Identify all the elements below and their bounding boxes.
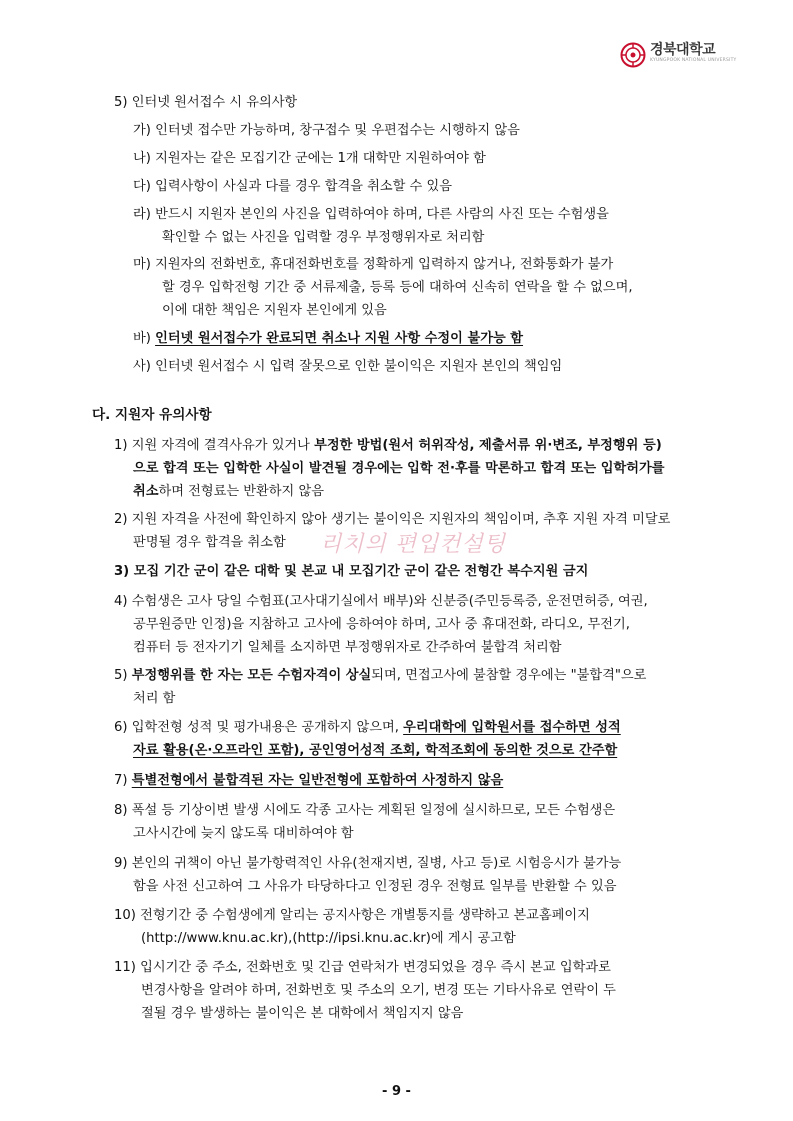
item-d-1-line3 — [133, 482, 324, 502]
item-d-5-rest: 되며, 면접고사에 불참할 경우에는 "불합격"으로 — [371, 668, 647, 683]
item-d-1-bold: 부정한 방법(원서 허위작성, 제출서류 위·변조, 부정행위 등) — [314, 438, 662, 453]
item-d-6-bold: 우리대학에 입학원서를 접수하면 성적 — [403, 720, 621, 735]
item-5-e-line2: 할 경우 입학전형 기간 중 서류제출, 등록 등에 대하여 신속히 연락을 할 수 없으며, — [162, 280, 633, 295]
item-d-1-line1 — [114, 436, 662, 456]
item-d-11-line3: 절될 경우 발생하는 불이익은 본 대학에서 책임지지 않음 — [141, 1006, 464, 1021]
section-5-title: 5) 인터넷 원서접수 시 유의사항 — [114, 95, 298, 110]
university-logo — [620, 42, 736, 68]
item-d-4-line3: 컴퓨터 등 전자기기 일체를 소지하면 부정행위자로 간주하여 불합격 처리함 — [133, 640, 562, 655]
item-d-4-line1: 4) 수험생은 고사 당일 수험표(고사대기실에서 배부)와 신분증(주민등록증, 운전면허증, 여권, — [114, 594, 648, 609]
watermark: 리치의 편입컨설팅 — [320, 532, 507, 557]
item-5-c: 다) 입력사항이 사실과 다를 경우 합격을 취소할 수 있음 — [133, 179, 452, 194]
item-5-d-line2: 확인할 수 없는 사진을 입력할 경우 부정행위자로 처리함 — [162, 230, 485, 245]
item-d-10-line2: (http://www.knu.ac.kr),(http://ipsi.knu.ac.kr)에 게시 공고함 — [141, 931, 516, 946]
item-5-f-emphasis: 인터넷 원서접수가 완료되면 취소나 지원 사항 수정이 불가능 함 — [155, 331, 524, 346]
item-d-9-line2: 함을 사전 신고하여 그 사유가 타당하다고 인정된 경우 전형료 일부를 반환할 수 있음 — [133, 879, 617, 894]
item-d-3: 3) 모집 기간 군이 같은 대학 및 본교 내 모집기간 군이 같은 전형간 복수지원 금지 — [114, 564, 589, 579]
item-5-e-line3: 이에 대한 책임은 지원자 본인에게 있음 — [162, 303, 387, 318]
item-d-1-rest: 하며 전형료는 반환하지 않음 — [158, 484, 324, 499]
item-d-11-line2: 변경사항을 알려야 하며, 전화번호 및 주소의 오기, 변경 또는 기타사유로 연락이 두 — [141, 983, 616, 998]
page-number: - 9 - — [382, 1084, 411, 1099]
logo-subtitle: KYUNGPOOK NATIONAL UNIVERSITY — [650, 58, 737, 63]
item-5-d-line1: 라) 반드시 지원자 본인의 사진을 입력하여야 하며, 다른 사람의 사진 또는 수험생을 — [133, 207, 609, 222]
item-d-6-text: 6) 입학전형 성적 및 평가내용은 공개하지 않으며, — [114, 720, 404, 735]
seal-icon — [620, 42, 646, 68]
item-5-g: 사) 인터넷 원서접수 시 입력 잘못으로 인한 불이익은 지원자 본인의 책임임 — [133, 359, 563, 374]
item-5-a: 가) 인터넷 접수만 가능하며, 창구접수 및 우편접수는 시행하지 않음 — [133, 123, 520, 138]
item-d-2-line1: 2) 지원 자격을 사전에 확인하지 않아 생기는 불이익은 지원자의 책임이며, 추후 지원 자격 미달로 — [114, 512, 671, 527]
item-d-1-text: 1) 지원 자격에 결격사유가 있거나 — [114, 438, 315, 453]
item-d-9-line1: 9) 본인의 귀책이 아닌 불가항력적인 사유(천재지변, 질병, 사고 등)로 시험응시가 불가능 — [114, 856, 622, 871]
item-d-4-line2: 공무원증만 인정)을 지참하고 고사에 응하여야 하며, 고사 중 휴대전화, 라디오, 무전기, — [133, 617, 630, 632]
item-d-1-cancel: 취소 — [133, 484, 159, 499]
item-d-7-number: 7) — [114, 773, 132, 788]
item-d-8-line2: 고사시간에 늦지 않도록 대비하여야 함 — [133, 826, 354, 841]
section-d-heading: 다. 지원자 유의사항 — [92, 407, 212, 423]
item-d-5-bold: 부정행위를 한 자는 모든 수험자격이 상실 — [131, 668, 372, 683]
item-d-8-line1: 8) 폭설 등 기상이변 발생 시에도 각종 고사는 계획된 일정에 실시하므로, 모든 수험생은 — [114, 803, 616, 818]
item-5-f — [133, 329, 523, 349]
item-d-5-line2: 처리 함 — [133, 691, 176, 706]
item-d-7 — [114, 771, 503, 791]
item-d-2-line2: 판명될 경우 합격을 취소함 — [133, 535, 286, 550]
item-d-11-line1: 11) 입시기간 중 주소, 전화번호 및 긴급 연락처가 변경되었을 경우 즉시 본교 입학과로 — [114, 960, 611, 975]
item-d-5-line1 — [114, 666, 646, 686]
item-5-f-prefix: 바) — [133, 331, 156, 346]
item-d-1-line2: 으로 합격 또는 입학한 사실이 발견될 경우에는 입학 전·후를 막론하고 합격 또는 입학허가를 — [133, 461, 665, 476]
item-d-6-line1 — [114, 718, 621, 738]
item-d-7-bold: 특별전형에서 불합격된 자는 일반전형에 포함하여 사정하지 않음 — [131, 773, 504, 788]
logo-name: 경북대학교 — [650, 42, 716, 58]
item-5-e-line1: 마) 지원자의 전화번호, 휴대전화번호를 정확하게 입력하지 않거나, 전화통화가 불가 — [133, 257, 614, 272]
item-d-10-line1: 10) 전형기간 중 수험생에게 알리는 공지사항은 개별통지를 생략하고 본교홈페이지 — [114, 908, 590, 923]
item-d-5-number: 5) — [114, 668, 132, 683]
item-d-6-line2: 자료 활용(온·오프라인 포함), 공인영어성적 조회, 학적조회에 동의한 것으로 간주함 — [133, 743, 618, 758]
item-5-b: 나) 지원자는 같은 모집기간 군에는 1개 대학만 지원하여야 함 — [133, 151, 486, 166]
